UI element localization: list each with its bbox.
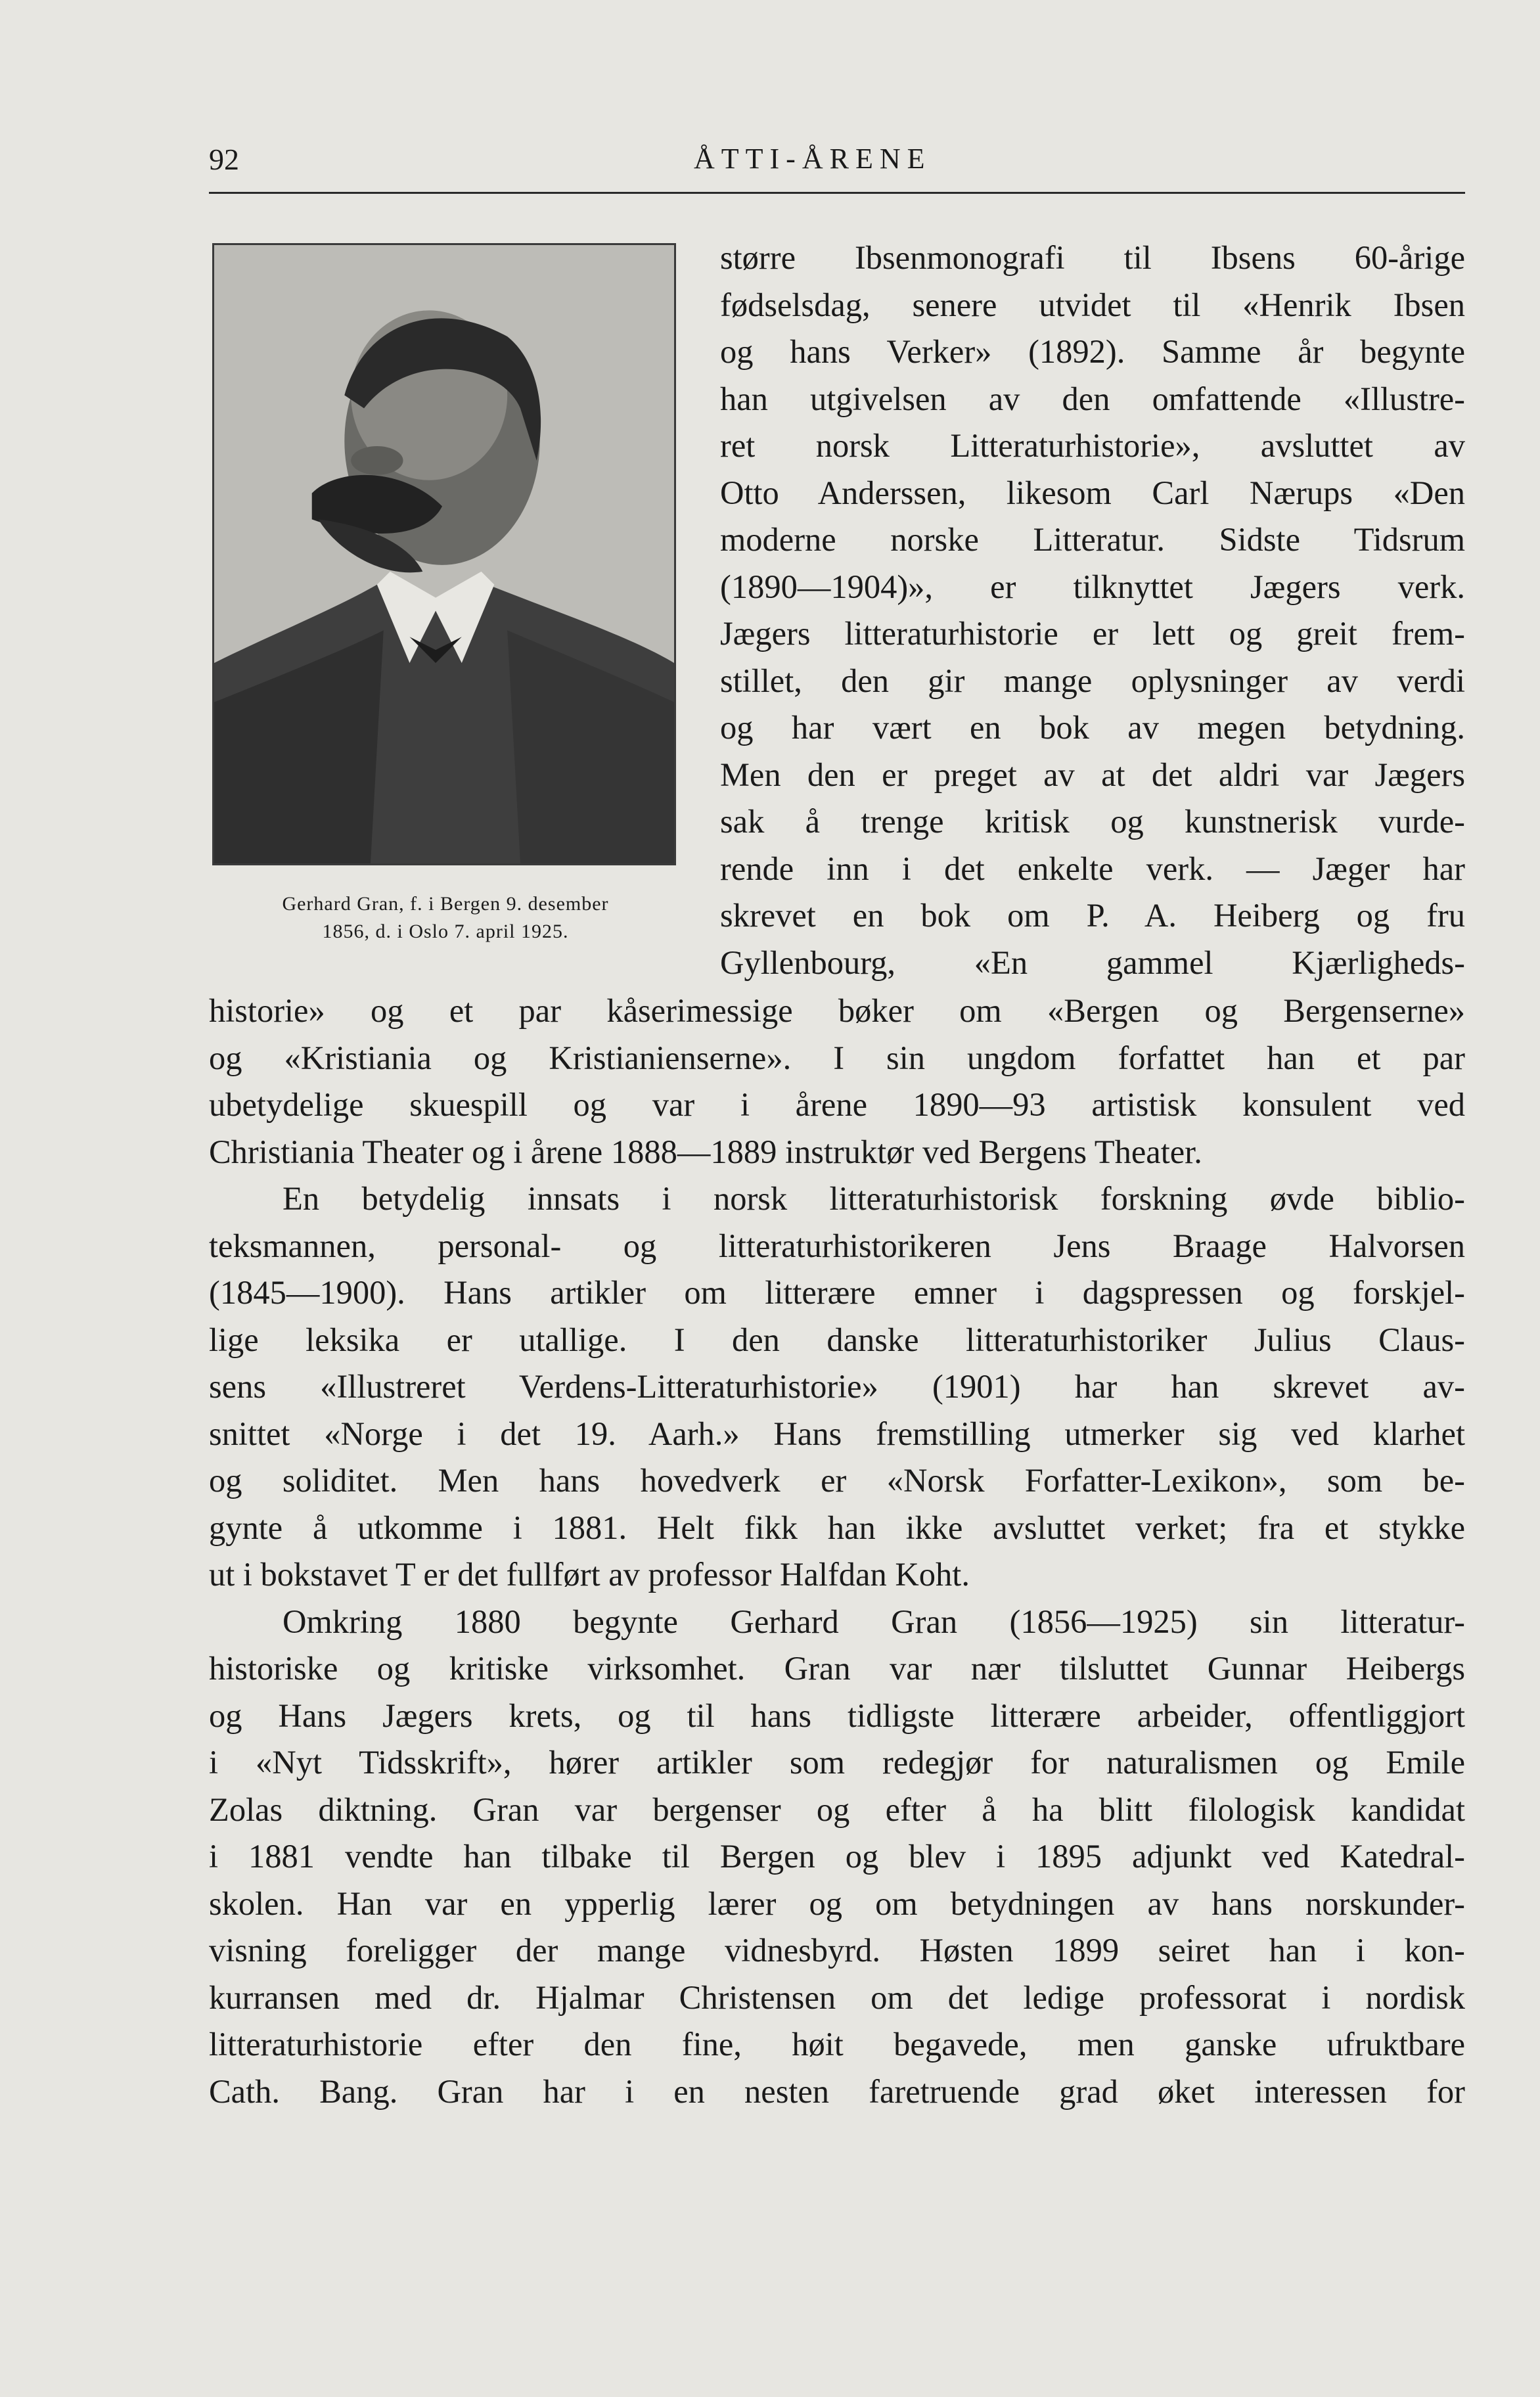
text-line: (1845—1900). Hans artikler om litterære emner i dagspressen og forskjel-	[209, 1274, 1465, 1311]
caption-line: Gerhard Gran, f. i Bergen 9. desember	[282, 893, 609, 915]
text-line: historie» og et par kåserimessige bøker om «Bergen og Bergenserne»	[209, 992, 1465, 1029]
page-number: 92	[209, 143, 239, 176]
photo-caption	[209, 890, 682, 946]
text-line: historiske og kritiske virksomhet. Gran var nær tilsluttet Gunnar Heibergs	[209, 1650, 1465, 1687]
portrait-illustration	[214, 245, 674, 863]
text-line: Zolas diktning. Gran var bergenser og efter å ha blitt filologisk kandidat	[209, 1791, 1465, 1828]
text-line: Men den er preget av at det aldri var Jægers	[720, 756, 1465, 793]
text-line: ubetydelige skuespill og var i årene 1890—93 artistisk konsulent ved	[209, 1086, 1465, 1123]
text-line: sens «Illustreret Verdens-Litteraturhistorie» (1901) har han skrevet av-	[209, 1368, 1465, 1405]
text-line: Gyllenbourg, «En gammel Kjærligheds-	[720, 944, 1465, 981]
text-line: sak å trenge kritisk og kunstnerisk vurde-	[720, 803, 1465, 840]
page-header	[209, 139, 1465, 194]
text-line: og hans Verker» (1892). Samme år begynte	[720, 333, 1465, 370]
text-line: (1890—1904)», er tilknyttet Jægers verk.	[720, 568, 1465, 605]
text-line: og Hans Jægers krets, og til hans tidligste litterære arbeider, offentliggjort	[209, 1697, 1465, 1734]
text-line: Jægers litteraturhistorie er lett og greit frem-	[720, 615, 1465, 652]
text-line: gynte å utkomme i 1881. Helt fikk han ikke avsluttet verket; fra et stykke	[209, 1509, 1465, 1546]
text-line: Cath. Bang. Gran har i en nesten faretruende grad øket interessen for	[209, 2072, 1465, 2110]
text-line: Christiania Theater og i årene 1888—1889 instruktør ved Bergens Theater.	[209, 1133, 1202, 1170]
text-line: større Ibsenmonografi til Ibsens 60-årige	[720, 239, 1465, 276]
text-line: i 1881 vendte han tilbake til Bergen og blev i 1895 adjunkt ved Katedral-	[209, 1838, 1465, 1875]
body-text	[209, 988, 1465, 2115]
text-line: og soliditet. Men hans hovedverk er «Norsk Forfatter-Lexikon», som be-	[209, 1462, 1465, 1499]
caption-line: 1856, d. i Oslo 7. april 1925.	[322, 921, 569, 942]
text-line: og har vært en bok av megen betydning.	[720, 709, 1465, 746]
portrait-photo	[212, 243, 676, 865]
text-line: litteraturhistorie efter den fine, høit begavede, men ganske ufruktbare	[209, 2026, 1465, 2063]
text-line: Otto Anderssen, likesom Carl Nærups «Den	[720, 474, 1465, 511]
text-line: moderne norske Litteratur. Sidste Tidsrum	[720, 521, 1465, 558]
text-line: stillet, den gir mange oplysninger av verdi	[720, 662, 1465, 699]
text-line: teksmannen, personal- og litteraturhistorikeren Jens Braage Halvorsen	[209, 1227, 1465, 1264]
text-line: kurransen med dr. Hjalmar Christensen om det ledige professorat i nordisk	[209, 1978, 1465, 2016]
text-line: fødselsdag, senere utvidet til «Henrik Ibsen	[720, 286, 1465, 323]
text-line: En betydelig innsats i norsk litteraturhistorisk forskning øvde biblio-	[283, 1180, 1465, 1217]
text-line: ret norsk Litteraturhistorie», avsluttet av	[720, 427, 1465, 464]
text-line: og «Kristiania og Kristianienserne». I sin ungdom forfattet han et par	[209, 1039, 1465, 1076]
text-line: Omkring 1880 begynte Gerhard Gran (1856—1925) sin litteratur-	[283, 1603, 1465, 1640]
text-line: ut i bokstavet T er det fullført av professor Halfdan Koht.	[209, 1556, 970, 1593]
text-line: snittet «Norge i det 19. Aarh.» Hans fremstilling utmerker sig ved klarhet	[209, 1415, 1465, 1452]
text-line: skrevet en bok om P. A. Heiberg og fru	[720, 897, 1465, 934]
text-line: i «Nyt Tidsskrift», hører artikler som redegjør for naturalismen og Emile	[209, 1744, 1465, 1781]
text-line: skolen. Han var en ypperlig lærer og om betydningen av hans norskunder-	[209, 1884, 1465, 1922]
text-line: visning foreligger der mange vidnesbyrd. Høsten 1899 seiret han i kon-	[209, 1932, 1465, 1969]
running-head: ÅTTI-ÅRENE	[694, 143, 932, 175]
text-line: rende inn i det enkelte verk. — Jæger har	[720, 850, 1465, 887]
right-column-text	[720, 235, 1465, 986]
text-line: lige leksika er utallige. I den danske litteraturhistoriker Julius Claus-	[209, 1321, 1465, 1358]
text-line: han utgivelsen av den omfattende «Illustre-	[720, 380, 1465, 417]
